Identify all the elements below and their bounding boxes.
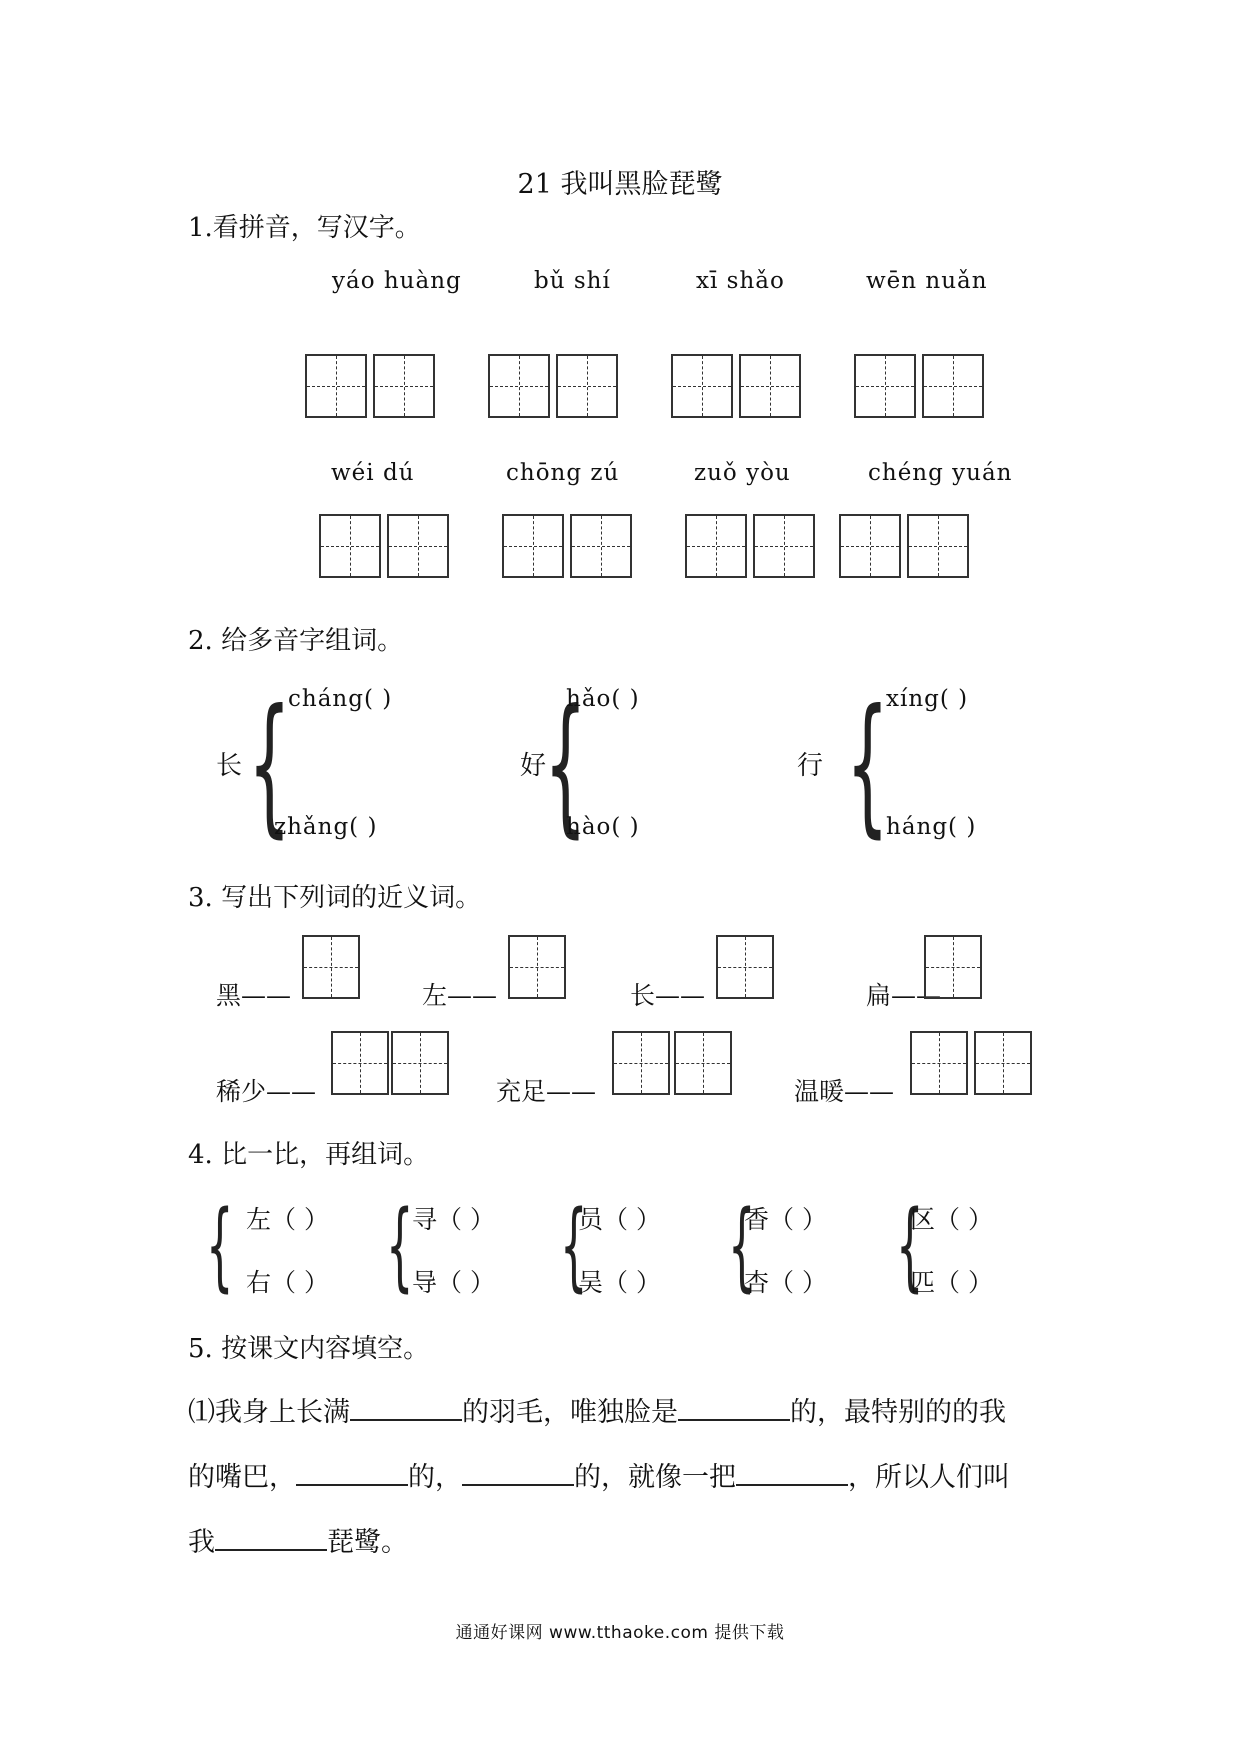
writing-box[interactable] [671,354,733,418]
compare-word: 吴（ ） [578,1268,661,1297]
blank[interactable] [296,1460,408,1486]
polyphone-reading: háng( ) [886,814,977,840]
pinyin: chōng zú [506,460,620,486]
writing-box[interactable] [373,354,435,418]
fill-text: 的，就像一把 [574,1462,736,1493]
compare-word: 匹（ ） [910,1268,993,1297]
writing-box[interactable] [488,354,550,418]
word-label: 稀少—— [216,1077,317,1106]
writing-box[interactable] [508,935,566,999]
fill-text: ⑴我身上长满 [188,1397,350,1428]
compare-word: 香（ ） [744,1205,827,1234]
writing-box[interactable] [319,514,381,578]
fill-text: 的嘴巴， [188,1462,296,1493]
polyphone-char: 长 [216,751,243,781]
compare-word: 员（ ） [578,1205,661,1234]
compare-word: 左（ ） [246,1205,329,1234]
writing-box[interactable] [556,354,618,418]
writing-box[interactable] [674,1031,732,1095]
page-title: 21 我叫黑脸琵鹭 [517,169,723,200]
fill-line [188,1455,1010,1494]
writing-box[interactable] [391,1031,449,1095]
brace-icon: { [560,1190,588,1302]
pinyin: wéi dú [331,460,415,486]
writing-box[interactable] [716,935,774,999]
writing-box[interactable] [854,354,916,418]
fill-line [188,1520,408,1559]
polyphone-reading: xíng( ) [886,686,969,712]
writing-box[interactable] [502,514,564,578]
writing-box[interactable] [922,354,984,418]
writing-box[interactable] [685,514,747,578]
fill-text: ，所以人们叫 [848,1462,1010,1493]
pinyin: xī shǎo [696,268,785,294]
writing-box[interactable] [974,1031,1032,1095]
writing-box[interactable] [305,354,367,418]
word-label: 扁—— [866,981,942,1010]
writing-box[interactable] [331,1031,389,1095]
writing-box[interactable] [302,935,360,999]
fill-text: 的， [408,1462,462,1493]
polyphone-reading: cháng( ) [288,686,393,712]
word-label: 温暖—— [794,1077,895,1106]
blank[interactable] [215,1525,327,1551]
blank[interactable] [462,1460,574,1486]
writing-box[interactable] [910,1031,968,1095]
q4-heading: 4. 比一比，再组词。 [188,1140,430,1170]
writing-box[interactable] [924,935,982,999]
brace-icon: { [846,678,889,852]
q1-heading: 1.看拼音，写汉字。 [188,213,421,243]
q3-heading: 3. 写出下列词的近义词。 [188,883,482,913]
pinyin: chéng yuán [868,460,1013,486]
writing-box[interactable] [839,514,901,578]
blank[interactable] [678,1395,790,1421]
brace-icon: { [248,678,291,852]
blank[interactable] [736,1460,848,1486]
fill-line [188,1390,1006,1429]
compare-word: 右（ ） [246,1268,329,1297]
polyphone-char: 好 [520,751,547,781]
compare-word: 杏（ ） [744,1268,827,1297]
brace-icon: { [544,678,587,852]
brace-icon: { [386,1190,414,1302]
writing-box[interactable] [612,1031,670,1095]
pinyin: wēn nuǎn [866,268,988,294]
polyphone-reading: hǎo( ) [566,686,640,712]
q2-heading: 2. 给多音字组词。 [188,626,404,656]
pinyin: zuǒ yòu [694,460,791,486]
blank[interactable] [350,1395,462,1421]
word-label: 长—— [630,981,706,1010]
brace-icon: { [206,1190,234,1302]
footer-credit: 通通好课网 www.tthaoke.com 提供下载 [455,1623,785,1643]
pinyin: yáo huàng [332,268,462,294]
writing-box[interactable] [739,354,801,418]
q5-heading: 5. 按课文内容填空。 [188,1334,430,1364]
writing-box[interactable] [753,514,815,578]
word-label: 充足—— [496,1077,597,1106]
fill-text: 的，最特别的的我 [790,1397,1006,1428]
fill-text: 我 [188,1527,215,1558]
polyphone-char: 行 [797,751,824,781]
word-label: 黑—— [216,981,292,1010]
brace-icon: { [896,1190,924,1302]
word-label: 左—— [422,981,498,1010]
compare-word: 寻（ ） [412,1205,495,1234]
writing-box[interactable] [570,514,632,578]
polyphone-reading: hào( ) [566,814,640,840]
writing-box[interactable] [387,514,449,578]
writing-box[interactable] [907,514,969,578]
pinyin: bǔ shí [534,268,611,294]
compare-word: 导（ ） [412,1268,495,1297]
polyphone-reading: zhǎng( ) [274,814,378,840]
fill-text: 的羽毛，唯独脸是 [462,1397,678,1428]
brace-icon: { [728,1190,756,1302]
compare-word: 区（ ） [910,1205,993,1234]
fill-text: 琵鹭。 [327,1527,408,1558]
